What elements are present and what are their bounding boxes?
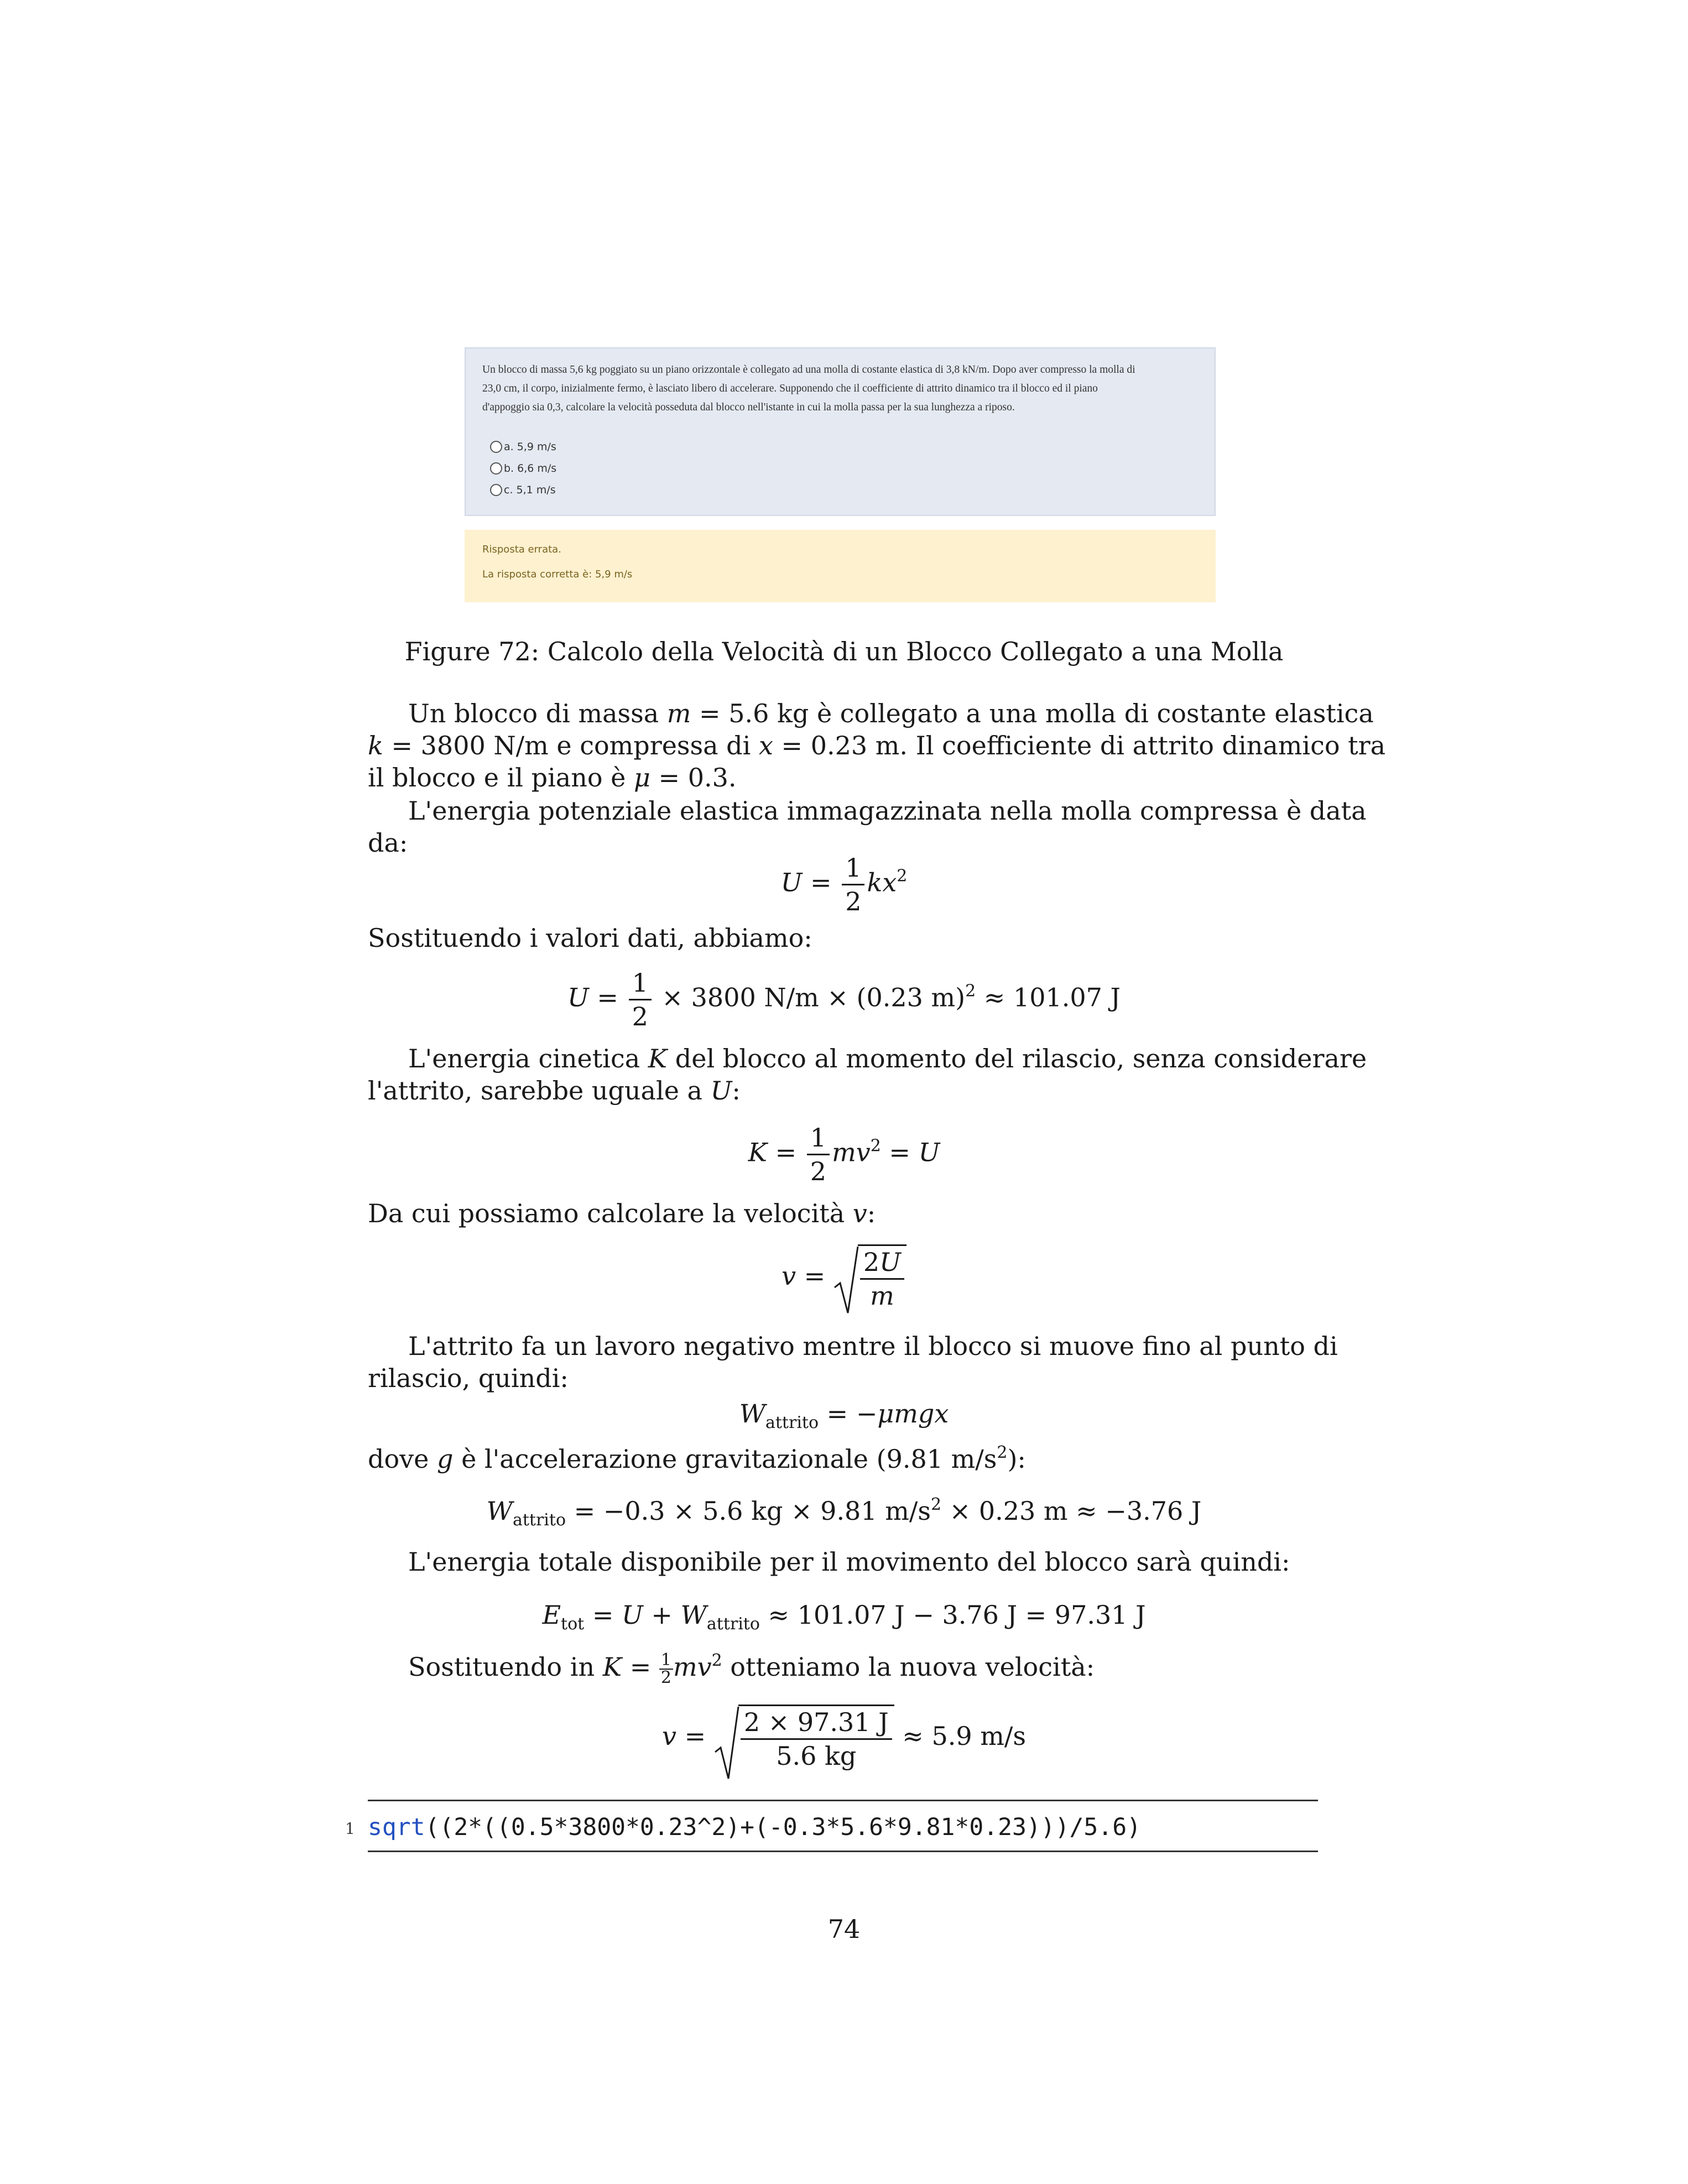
- sqrt-icon: [714, 1705, 739, 1782]
- radio-icon[interactable]: [490, 441, 502, 453]
- paragraph-1-line-1: Un blocco di massa m = 5.6 kg è collegato a una molla di costante elastica: [408, 699, 1374, 728]
- sqrt-icon: [833, 1244, 859, 1316]
- equation-total-energy: $E_{tot} = U + W_{attrito} \approx 101.07$ J − 3.76 J = 97.31 J: [542, 1600, 1146, 1634]
- equation-elastic-energy-value: U = $\frac{1}{2}$ × 3800 N/m × (0.23 m)$^2$ ≈ 101.07 J: [567, 968, 1121, 1031]
- radio-icon[interactable]: [490, 484, 502, 496]
- code-function: sqrt: [368, 1813, 425, 1841]
- equation-elastic-energy: U = $\frac{1}{2}$ $kx^2$: [780, 853, 908, 916]
- paragraph-5: Da cui possiamo calcolare la velocità v:: [368, 1198, 876, 1228]
- paragraph-9: Sostituendo in K = $\frac{1}{2}$ $mv^2$ otteniamo la nuova velocità:: [408, 1650, 1095, 1687]
- code-expression: ((2*((0.5*3800*0.23^2)+(-0.3*5.6*9.81*0.23)))/5.6): [425, 1813, 1141, 1841]
- paragraph-7: dove g è l'accelerazione gravitazionale (9.81 $m/s^2$):: [368, 1443, 1026, 1474]
- paragraph-2-line-1: L'energia potenziale elastica immagazzinata nella molla compressa è data: [408, 796, 1367, 826]
- equation-friction-work-value: $W_{attrito} = -0.3 \times 5.6$ kg × 9.81 $m/s^2 \times 0.23$ m ≈ −3.76 J: [486, 1495, 1202, 1530]
- feedback-correct-answer: La risposta corretta è: 5,9 m/s: [482, 569, 633, 580]
- paragraph-3: Sostituendo i valori dati, abbiamo:: [368, 923, 812, 953]
- paragraph-6-line-1: L'attrito fa un lavoro negativo mentre il blocco si muove fino al punto di: [408, 1331, 1338, 1361]
- code-line-number: 1: [345, 1820, 355, 1838]
- feedback-status: Risposta errata.: [482, 544, 561, 555]
- code-line: [368, 1812, 1141, 1843]
- paragraph-1-line-2: k = 3800 N/m e compressa di x = 0.23 m. Il coefficiente di attrito dinamico tra: [368, 731, 1386, 760]
- paragraph-2-line-2: da:: [368, 828, 408, 858]
- quiz-option-a[interactable]: a. 5,9 m/s: [490, 436, 556, 457]
- paragraph-4-line-1: L'energia cinetica K del blocco al momento del rilascio, senza considerare: [408, 1044, 1367, 1073]
- equation-friction-work: $W_{attrito} = -\mu mgx$: [739, 1399, 949, 1432]
- page-number: 74: [827, 1914, 861, 1944]
- quiz-option-c[interactable]: c. 5,1 m/s: [490, 479, 556, 501]
- quiz-question-text: Un blocco di massa 5,6 kg poggiato su un piano orizzontale è collegato ad una molla di costante elastica di 3,8 kN/m. Dopo aver compresso la molla di 23,0 cm, il corpo, inizialmente fermo, è lasciato libero di accelerare. Supponendo che il coefficiente di attrito dinamico tra il blocco ed il piano d'appoggio sia 0,3, calcolare la velocità posseduta dal blocco nell'istante in cui la molla passa per la sua lunghezza a riposo.: [482, 364, 1135, 413]
- equation-kinetic-energy: K = $\frac{1}{2}$ $mv^2 = U$: [748, 1123, 940, 1186]
- quiz-options: [490, 436, 556, 501]
- equation-velocity-formula: v = $\frac{2U}{m}$: [0, 1244, 1688, 1312]
- paragraph-4-line-2: l'attrito, sarebbe uguale a U:: [368, 1076, 741, 1106]
- quiz-feedback-box: [465, 530, 1216, 602]
- paragraph-1-line-3: il blocco e il piano è μ = 0.3.: [368, 763, 737, 793]
- code-bottom-rule: [368, 1851, 1318, 1852]
- paragraph-6-line-2: rilascio, quindi:: [368, 1363, 569, 1393]
- figure-caption: Figure 72: Calcolo della Velocità di un Blocco Collegato a una Molla: [404, 637, 1284, 666]
- radio-icon[interactable]: [490, 462, 502, 475]
- equation-final-velocity: v = $\frac{2 \times 97.31 J}{5.6 kg}$ ≈ 5.9 m/s: [0, 1705, 1688, 1772]
- paragraph-8: L'energia totale disponibile per il movimento del blocco sarà quindi:: [408, 1547, 1290, 1577]
- quiz-question-box: [465, 347, 1216, 516]
- quiz-option-b[interactable]: b. 6,6 m/s: [490, 457, 556, 479]
- code-top-rule: [368, 1800, 1318, 1801]
